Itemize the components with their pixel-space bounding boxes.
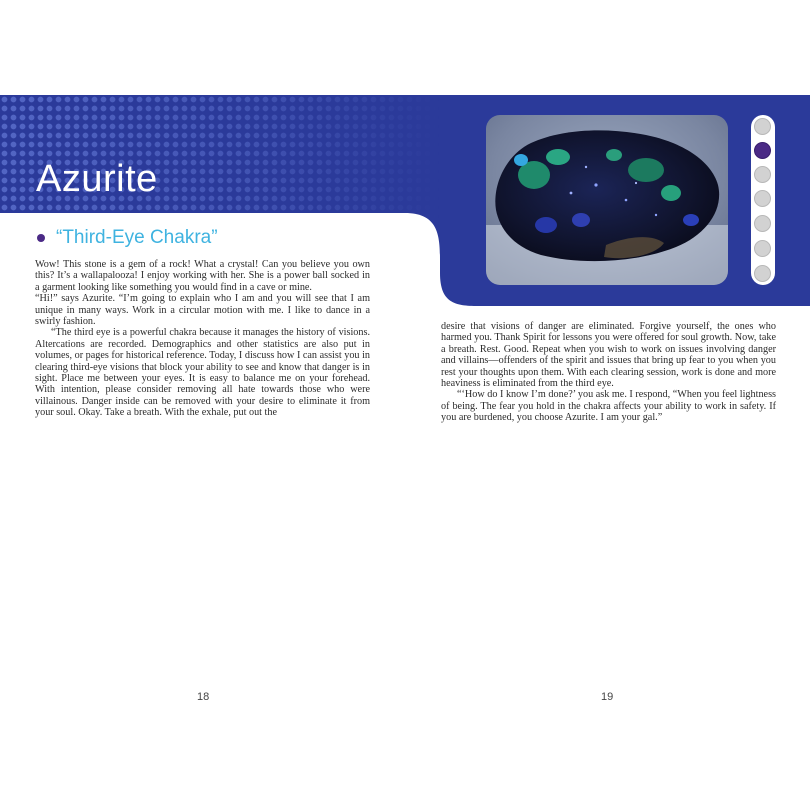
paragraph: desire that visions of danger are eliminated. Forgive yourself, the ones who harmed you. Thank Spirit for lessons you were offered for soul growth. Now, take a breath. Rest. Good. Repeat when you wish to work on issues involving danger and villains—offenders of the spirit and issues that bring up fear to you when you rest your thoughts upon them. With each clearing session, work is done and more heaviness is eliminated from the third eye. bbox=[441, 321, 776, 390]
page-number-left: 18 bbox=[197, 691, 210, 703]
indicator-dot bbox=[754, 190, 771, 207]
indicator-dot bbox=[754, 166, 771, 183]
paragraph: “The third eye is a powerful chakra because it manages the history of visions. Altercations are recorded. Demographics and other statistics are also put in volumes, or pages for historical reference. Today, I discuss how I can assist you in clearing third-eye visions that block your ability to see and know that danger is in sight. Place me between your eyes. It is easy to balance me on your forehead. With intention, please consider removing all hate towards those who were villainous. Danger inside can be removed with your desire to eliminate it from your soul. Okay. Take a breath. With the exhale, put out the bbox=[35, 327, 370, 419]
indicator-dot bbox=[754, 118, 771, 135]
left-page-body bbox=[35, 259, 370, 419]
paragraph: Wow! This stone is a gem of a rock! What a crystal! Can you believe you own this? It’s a wallapalooza! I enjoy working with her. She is a power ball socked in a garment looking like something you would find in a cave or mine. bbox=[35, 259, 370, 293]
subheading bbox=[37, 226, 218, 250]
page-indicator bbox=[751, 115, 775, 285]
crystal-image bbox=[486, 115, 728, 285]
indicator-dot bbox=[754, 265, 771, 282]
page-title: Azurite bbox=[36, 158, 158, 200]
bullet-icon bbox=[37, 234, 45, 242]
indicator-dot bbox=[754, 240, 771, 257]
page-number-right: 19 bbox=[601, 691, 614, 703]
indicator-dot-active bbox=[754, 142, 771, 159]
indicator-dot bbox=[754, 215, 771, 232]
azurite-photo bbox=[486, 115, 728, 285]
right-page-body bbox=[441, 321, 776, 424]
paragraph: “Hi!” says Azurite. “I’m going to explain who I am and you will see that I am unique in many ways. Work in a circular motion with me. I like to dance in a swirly fashion. bbox=[35, 293, 370, 328]
subheading-text: “Third-Eye Chakra” bbox=[56, 227, 218, 248]
paragraph: “‘How do I know I’m done?’ you ask me. I respond, “When you feel lightness of being. The fear you hold in the chakra affects your ability to work in safety. If you are burdened, you choose Azurite. I am your gal.” bbox=[441, 389, 776, 424]
